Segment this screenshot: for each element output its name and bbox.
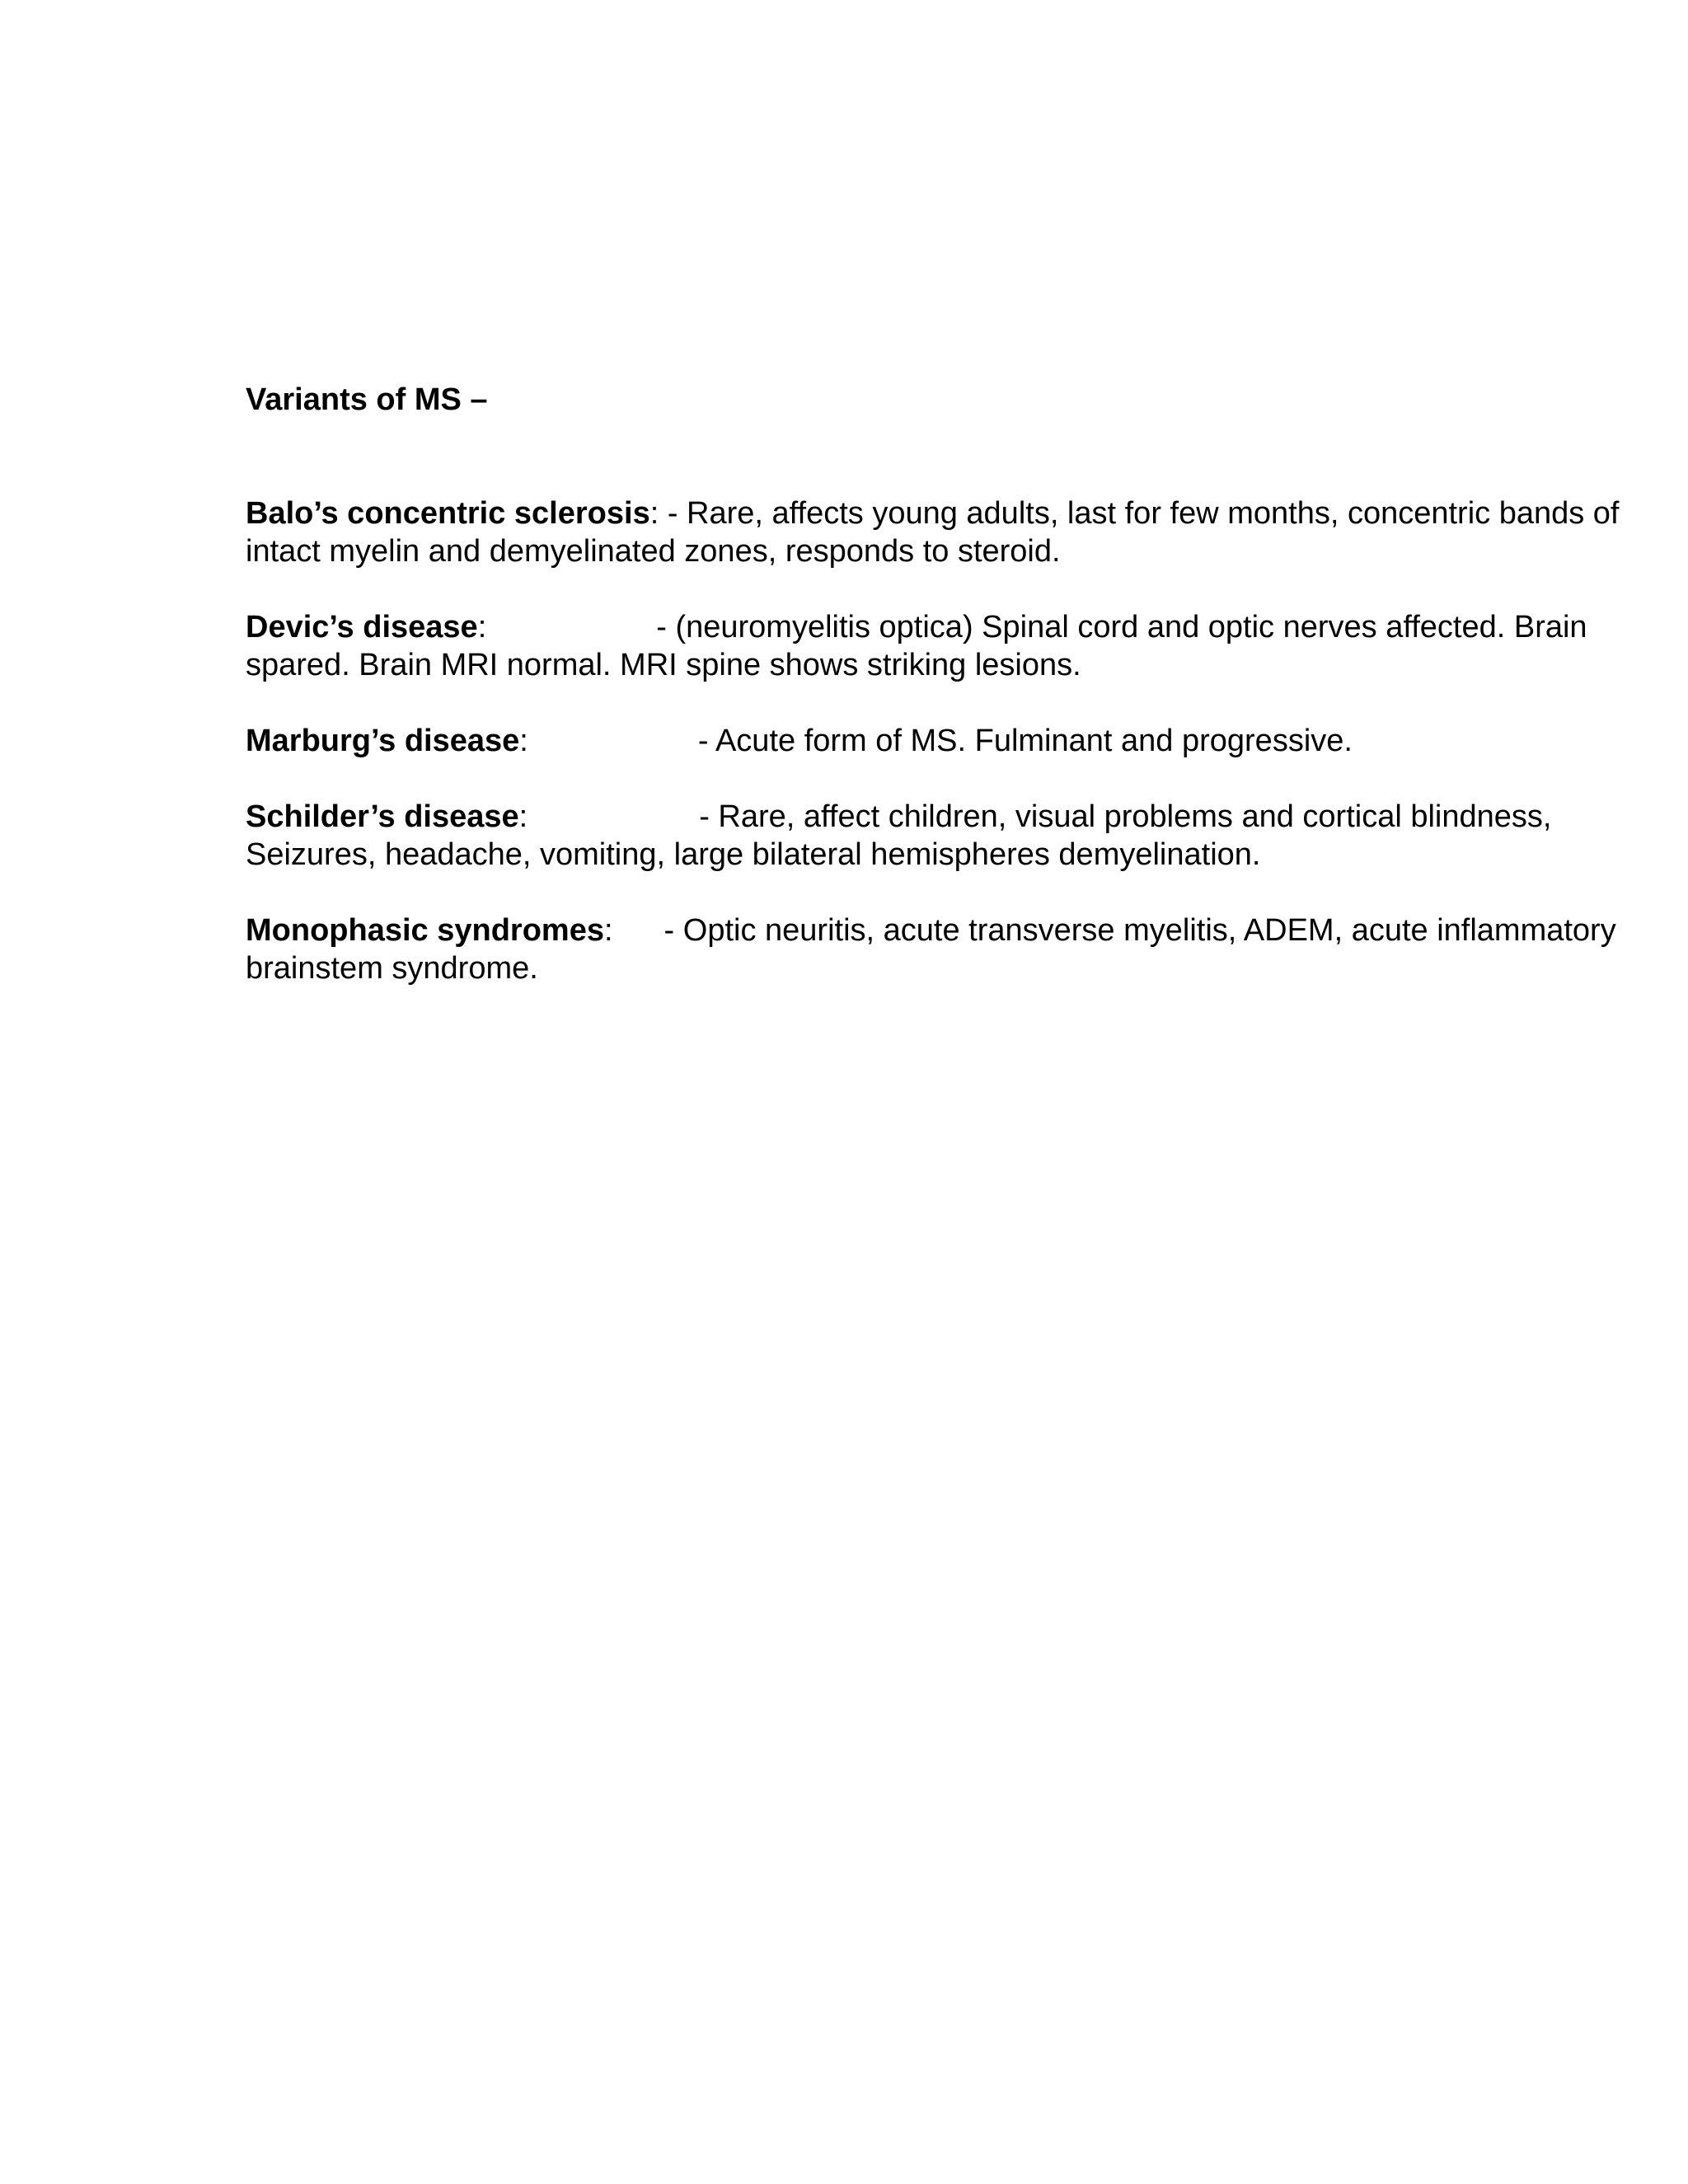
entry-colon: : xyxy=(519,724,528,758)
entry-colon: : xyxy=(649,496,659,531)
entry-description: - Acute form of MS. Fulminant and progressive. xyxy=(697,724,1353,758)
entry-term: Devic’s disease xyxy=(246,610,478,644)
entry-term: Marburg’s disease xyxy=(246,724,520,758)
entry-description: - Rare, affects young adults, last for few months, concentric bands of intact myelin and demyelinated zones, responds to steroid. xyxy=(246,496,1620,569)
document-content xyxy=(246,381,1630,1025)
page-title: Variants of MS – xyxy=(246,382,488,417)
entry-monophasic xyxy=(246,912,1630,987)
entry-description: - (neuromyelitis optica) Spinal cord and optic nerves affected. Brain spared. Brain MRI normal. MRI spine shows striking lesions. xyxy=(246,610,1587,682)
entry-description: - Optic neuritis, acute transverse myelitis, ADEM, acute inflammatory brainstem syndrome. xyxy=(246,913,1616,986)
entry-colon: : xyxy=(603,913,613,948)
entry-description: - Rare, affect children, visual problems and cortical blindness, Seizures, headache, vomiting, large bilateral hemispheres demyelination. xyxy=(246,799,1552,872)
entry-term: Balo’s concentric sclerosis xyxy=(246,496,650,531)
entry-devic xyxy=(246,608,1630,684)
entry-colon: : xyxy=(477,610,487,644)
entry-schilder xyxy=(246,798,1630,874)
entry-balo xyxy=(246,494,1630,570)
entry-term: Schilder’s disease xyxy=(246,799,519,834)
entry-colon: : xyxy=(518,799,528,834)
entry-marburg xyxy=(246,722,1630,760)
entry-term: Monophasic syndromes xyxy=(246,913,604,948)
